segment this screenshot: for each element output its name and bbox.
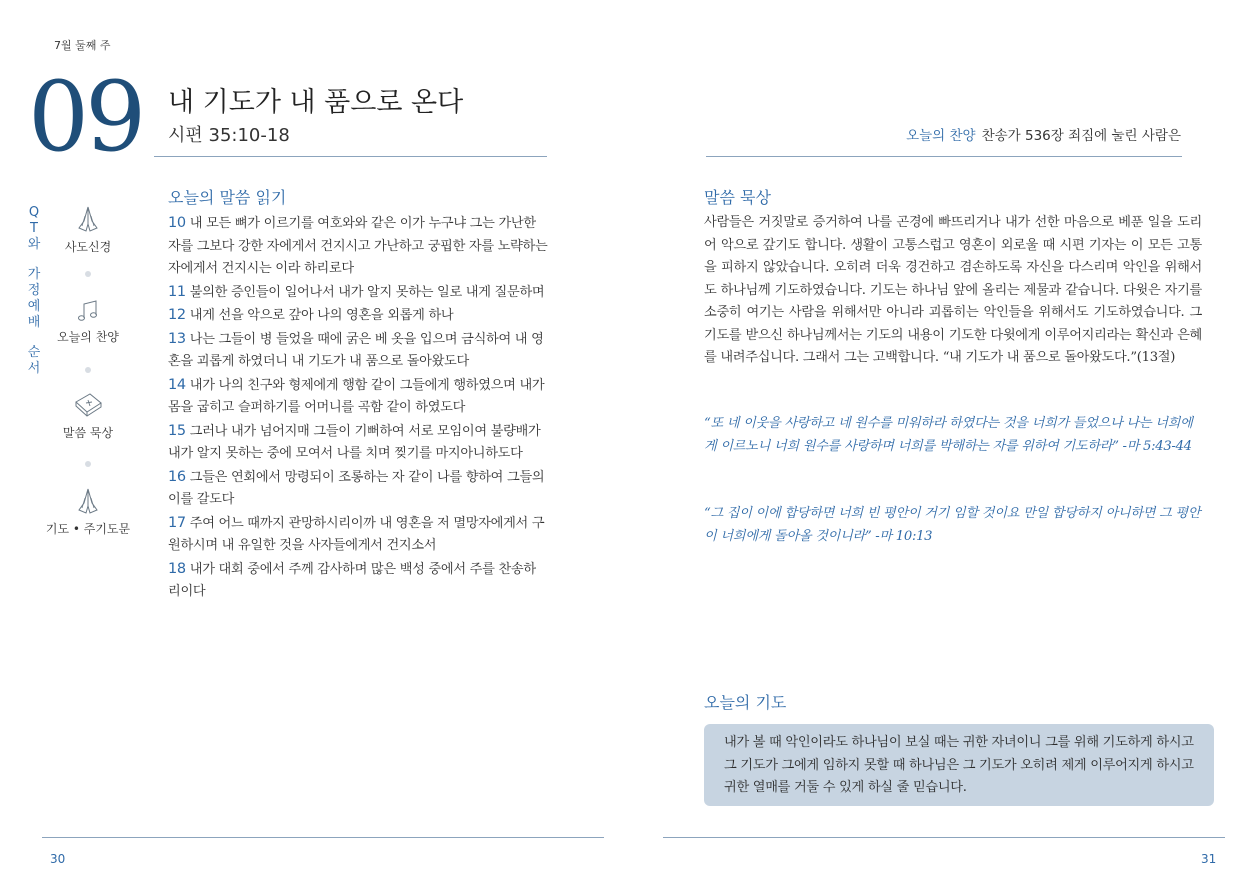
nav-item-word-meditation[interactable] <box>38 390 138 441</box>
footer-divider <box>42 837 604 838</box>
page-number-right: 31 <box>1201 852 1217 866</box>
verse-number: 10 <box>168 215 186 231</box>
praying-hands-icon <box>73 204 103 234</box>
vertical-char: T <box>30 221 38 236</box>
nav-item-prayer[interactable] <box>38 486 138 537</box>
verse-text: 주여 어느 때까지 관망하시리이까 내 영혼을 저 멸망자에게서 구원하시며 내 유일한 것을 사자들에게서 건지소서 <box>168 515 545 553</box>
nav-separator-dot <box>85 461 91 467</box>
verse-text: 내가 대회 중에서 주께 감사하며 많은 백성 중에서 주를 찬송하리이다 <box>168 561 536 599</box>
nav-item-todays-hymn[interactable] <box>38 298 138 345</box>
title-divider <box>706 156 1182 157</box>
praying-hands-icon <box>73 486 103 516</box>
meditation-heading: 말씀 묵상 <box>704 188 771 207</box>
verse-text: 나는 그들이 병 들었을 때에 굵은 베 옷을 입으며 금식하여 내 영혼을 괴롭게 하였더니 내 기도가 내 품으로 돌아왔도다 <box>168 331 544 369</box>
verse-number: 13 <box>168 330 186 347</box>
verse-text: 그러나 내가 넘어지매 그들이 기뻐하여 서로 모임이여 불량배가 내가 알지 못하는 중에 모여서 나를 치며 찢기를 마지아니하도다 <box>168 423 541 461</box>
reading-heading: 오늘의 말씀 읽기 <box>168 188 287 207</box>
music-note-icon <box>75 298 101 324</box>
nav-separator-dot <box>85 367 91 373</box>
week-label: 7월 둘째 주 <box>54 39 111 52</box>
meditation-body: 사람들은 거짓말로 증거하여 나를 곤경에 빠뜨리거나 내가 선한 마음으로 베푼 일을 도리어 악으로 갚기도 합니다. 생활이 고통스럽고 영혼이 외로울 때 시편 기자는 이 모든 고통을 피하지 않았습니다. 오히려 더욱 경건하고 겸손하도록 자신을 다스리며 악인을 위해서도 하나님께 기도하였습니다. 기도는 하나님 앞에 올리는 제물과 같습니다. 다윗은 자기를 소중히 여기는 사람을 위해서만 아니라 괴롭히는 악인들을 위해서도 기도하였습니다. 그 기도를 받으신 하나님께서는 기도의 내용이 기도한 다윗에게 이루어지리라는 확신과 은혜를 내려주십니다. 그래서 그는 고백합니다. “내 기도가 내 품으로 돌아왔도다.”(13절) <box>704 215 1202 365</box>
vertical-char: 예 <box>27 299 41 314</box>
verse-number: 12 <box>168 307 186 323</box>
bible-icon <box>72 390 104 420</box>
day-number: 09 <box>28 61 143 173</box>
prayer-line: 내가 볼 때 악인이라도 하나님이 보실 때는 귀한 자녀이니 그를 위해 기도하게 하시고 <box>724 735 1194 750</box>
vertical-char: Q <box>28 205 40 220</box>
vertical-char: 서 <box>27 361 41 376</box>
nav-label: 말씀 묵상 <box>62 426 114 440</box>
prayer-box <box>704 724 1214 806</box>
nav-label: 사도신경 <box>64 240 112 254</box>
prayer-line: 귀한 열매를 거둘 수 있게 하실 줄 믿습니다. <box>724 780 967 795</box>
verse-number: 16 <box>168 468 186 485</box>
verse-number: 14 <box>168 376 186 393</box>
page-number-left: 30 <box>50 852 66 866</box>
scripture-quote: “그 집이 이에 합당하면 너희 빈 평안이 거기 임할 것이요 만일 합당하지 아니하면 그 평안이 너희에게 돌아올 것이니라” -마 10:13 <box>704 506 1201 544</box>
title-divider <box>154 156 547 157</box>
vertical-char: 순 <box>27 345 41 360</box>
hymn-label: 오늘의 찬양 <box>906 128 976 144</box>
todays-hymn <box>906 124 1181 144</box>
verse-text: 그들은 연회에서 망령되이 조롱하는 자 같이 나를 향하여 그들의 이를 갈도다 <box>168 469 545 507</box>
vertical-char: 와 <box>27 237 41 252</box>
scripture-reference: 시편 35:10-18 <box>168 125 290 146</box>
nav-item-apostles-creed[interactable] <box>38 204 138 255</box>
hymn-title: 찬송가 536장 죄짐에 눌린 사람은 <box>981 128 1181 144</box>
footer-divider <box>663 837 1225 838</box>
verse-number: 18 <box>168 560 186 577</box>
verse-text: 내게 선을 악으로 갚아 나의 영혼을 외롭게 하나 <box>189 308 454 323</box>
nav-label: 오늘의 찬양 <box>57 330 119 344</box>
page-title: 내 기도가 내 품으로 온다 <box>168 87 464 118</box>
prayer-line: 그 기도가 그에게 임하지 못할 때 하나님은 그 기도가 오히려 제게 이루어지게 하시고 <box>724 757 1194 773</box>
vertical-char: 정 <box>27 283 41 298</box>
verse-number: 15 <box>168 422 186 439</box>
verse-text: 내 모든 뼈가 이르기를 여호와와 같은 이가 누구냐 그는 가난한 자를 그보다 강한 자에게서 건지시고 가난하고 궁핍한 자를 노략하는 자에게서 건지시는 이라 하리로다 <box>168 216 548 276</box>
nav-label: 기도 • 주기도문 <box>45 522 131 536</box>
prayer-heading: 오늘의 기도 <box>704 693 787 712</box>
verse-text: 불의한 증인들이 일어나서 내가 알지 못하는 일로 내게 질문하며 <box>189 284 545 300</box>
scripture-reading <box>168 212 548 604</box>
verse-text: 내가 나의 친구와 형제에게 행함 같이 그들에게 행하였으며 내가 몸을 굽히고 슬퍼하기를 어머니를 곡함 같이 하였도다 <box>168 377 545 415</box>
scripture-quote: “또 네 이웃을 사랑하고 네 원수를 미워하라 하였다는 것을 너희가 들었으나 나는 너희에게 이르노니 너희 원수를 사랑하며 너희를 박해하는 자를 위하여 기도하라” -마 5:43-44 <box>704 416 1193 454</box>
nav-separator-dot <box>85 271 91 277</box>
vertical-char: 배 <box>27 315 41 330</box>
verse-number: 11 <box>168 283 186 300</box>
vertical-char: 가 <box>27 267 41 282</box>
verse-number: 17 <box>168 514 186 531</box>
